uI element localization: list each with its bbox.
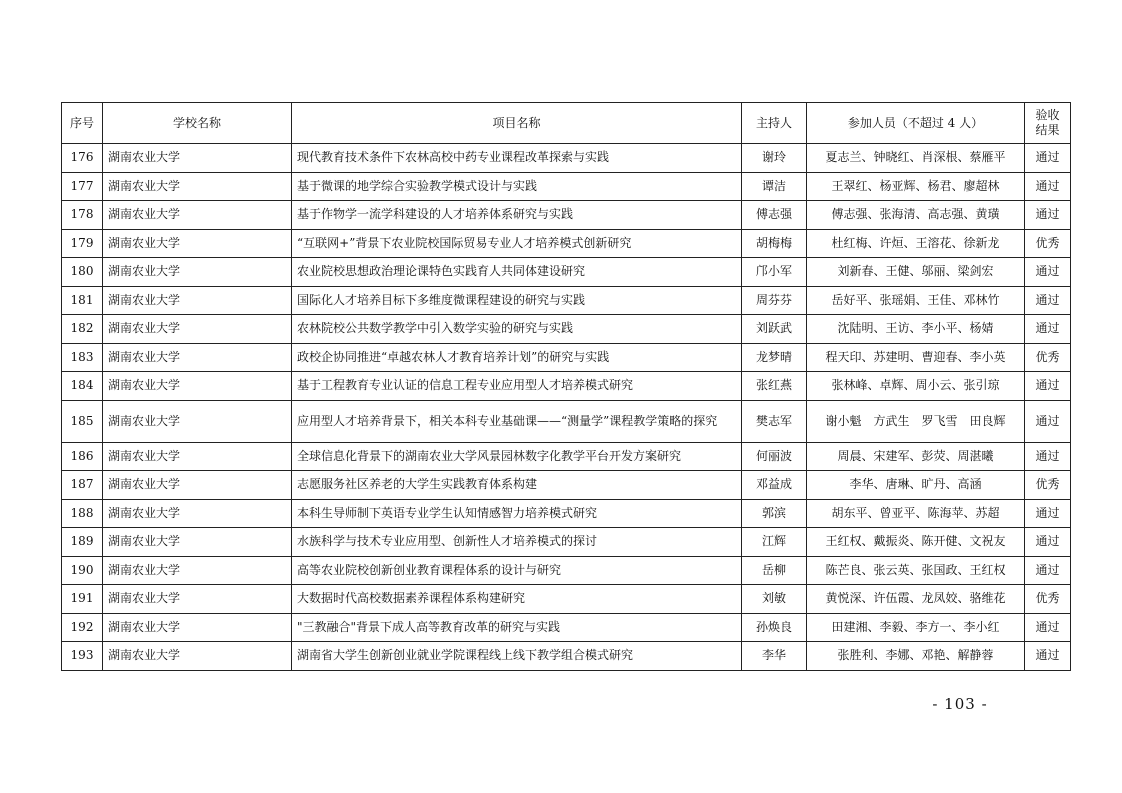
cell-leader: 胡梅梅 — [742, 229, 807, 258]
cell-members: 王红权、戴振炎、陈开健、文祝友 — [807, 528, 1025, 557]
cell-school: 湖南农业大学 — [103, 442, 292, 471]
header-result: 验收结果 — [1025, 103, 1071, 144]
cell-members: 黄悦深、许伍霞、龙凤姣、骆维花 — [807, 585, 1025, 614]
cell-project: 基于作物学一流学科建设的人才培养体系研究与实践 — [292, 201, 742, 230]
cell-members: 张林峰、卓辉、周小云、张引琼 — [807, 372, 1025, 401]
header-members: 参加人员（不超过 4 人） — [807, 103, 1025, 144]
table-row — [62, 442, 1071, 471]
cell-no: 184 — [62, 372, 103, 401]
cell-no: 189 — [62, 528, 103, 557]
cell-project: 现代教育技术条件下农林高校中药专业课程改革探索与实践 — [292, 144, 742, 173]
cell-members: 周晨、宋建军、彭荧、周湛曦 — [807, 442, 1025, 471]
cell-members: 张胜利、李娜、邓艳、解静蓉 — [807, 642, 1025, 671]
cell-members: 胡东平、曾亚平、陈海苹、苏超 — [807, 499, 1025, 528]
cell-leader: 邝小军 — [742, 258, 807, 287]
cell-project: 国际化人才培养目标下多维度微课程建设的研究与实践 — [292, 286, 742, 315]
cell-result: 通过 — [1025, 172, 1071, 201]
cell-project: 农林院校公共数学教学中引入数学实验的研究与实践 — [292, 315, 742, 344]
header-project: 项目名称 — [292, 103, 742, 144]
cell-leader: 江辉 — [742, 528, 807, 557]
table-row — [62, 229, 1071, 258]
cell-school: 湖南农业大学 — [103, 172, 292, 201]
cell-result: 通过 — [1025, 144, 1071, 173]
cell-leader: 孙焕良 — [742, 613, 807, 642]
cell-result: 通过 — [1025, 642, 1071, 671]
cell-members: 沈陆明、王访、李小平、杨婧 — [807, 315, 1025, 344]
cell-project: “互联网+”背景下农业院校国际贸易专业人才培养模式创新研究 — [292, 229, 742, 258]
cell-leader: 何丽波 — [742, 442, 807, 471]
cell-project: 全球信息化背景下的湖南农业大学风景园林数字化教学平台开发方案研究 — [292, 442, 742, 471]
cell-no: 179 — [62, 229, 103, 258]
cell-result: 通过 — [1025, 258, 1071, 287]
cell-no: 180 — [62, 258, 103, 287]
header-school: 学校名称 — [103, 103, 292, 144]
cell-school: 湖南农业大学 — [103, 315, 292, 344]
table-row — [62, 201, 1071, 230]
table-row — [62, 556, 1071, 585]
cell-project: "三教融合"背景下成人高等教育改革的研究与实践 — [292, 613, 742, 642]
cell-project: 应用型人才培养背景下，相关本科专业基础课——“测量学”课程教学策略的探究 — [292, 400, 742, 442]
cell-members: 傅志强、张海清、高志强、黄璜 — [807, 201, 1025, 230]
table-row — [62, 613, 1071, 642]
cell-members: 王翠红、杨亚辉、杨君、廖超林 — [807, 172, 1025, 201]
cell-leader: 周芬芬 — [742, 286, 807, 315]
cell-no: 181 — [62, 286, 103, 315]
header-no: 序号 — [62, 103, 103, 144]
cell-school: 湖南农业大学 — [103, 201, 292, 230]
table-header-row — [62, 103, 1071, 144]
table-row — [62, 144, 1071, 173]
cell-result: 通过 — [1025, 528, 1071, 557]
table-row — [62, 372, 1071, 401]
table-row — [62, 471, 1071, 500]
cell-leader: 李华 — [742, 642, 807, 671]
cell-result: 通过 — [1025, 400, 1071, 442]
cell-school: 湖南农业大学 — [103, 372, 292, 401]
cell-no: 176 — [62, 144, 103, 173]
cell-no: 186 — [62, 442, 103, 471]
cell-school: 湖南农业大学 — [103, 229, 292, 258]
cell-result: 通过 — [1025, 442, 1071, 471]
page-number: - 103 - — [932, 695, 988, 713]
header-leader: 主持人 — [742, 103, 807, 144]
cell-members: 陈芒良、张云英、张国政、王红权 — [807, 556, 1025, 585]
cell-members: 李华、唐琳、旷丹、高涵 — [807, 471, 1025, 500]
cell-result: 通过 — [1025, 556, 1071, 585]
cell-school: 湖南农业大学 — [103, 144, 292, 173]
cell-project: 基于工程教育专业认证的信息工程专业应用型人才培养模式研究 — [292, 372, 742, 401]
cell-leader: 傅志强 — [742, 201, 807, 230]
cell-school: 湖南农业大学 — [103, 642, 292, 671]
table-row — [62, 499, 1071, 528]
cell-members: 岳好平、张瑶娟、王佳、邓林竹 — [807, 286, 1025, 315]
cell-members: 夏志兰、钟晓红、肖深根、蔡雁平 — [807, 144, 1025, 173]
cell-school: 湖南农业大学 — [103, 471, 292, 500]
cell-school: 湖南农业大学 — [103, 613, 292, 642]
cell-project: 高等农业院校创新创业教育课程体系的设计与研究 — [292, 556, 742, 585]
cell-leader: 谢玲 — [742, 144, 807, 173]
cell-no: 193 — [62, 642, 103, 671]
cell-leader: 郭滨 — [742, 499, 807, 528]
cell-members: 程天印、苏建明、曹迎春、李小英 — [807, 343, 1025, 372]
table-row — [62, 400, 1071, 442]
cell-school: 湖南农业大学 — [103, 528, 292, 557]
table-row — [62, 585, 1071, 614]
table-row — [62, 172, 1071, 201]
cell-no: 185 — [62, 400, 103, 442]
cell-school: 湖南农业大学 — [103, 400, 292, 442]
cell-project: 政校企协同推进“卓越农林人才教育培养计划”的研究与实践 — [292, 343, 742, 372]
cell-project: 志愿服务社区养老的大学生实践教育体系构建 — [292, 471, 742, 500]
table-row — [62, 258, 1071, 287]
table-row — [62, 528, 1071, 557]
cell-no: 183 — [62, 343, 103, 372]
table-row — [62, 642, 1071, 671]
cell-leader: 张红燕 — [742, 372, 807, 401]
cell-school: 湖南农业大学 — [103, 585, 292, 614]
cell-project: 水族科学与技术专业应用型、创新性人才培养模式的探讨 — [292, 528, 742, 557]
cell-leader: 刘跃武 — [742, 315, 807, 344]
cell-school: 湖南农业大学 — [103, 499, 292, 528]
cell-no: 191 — [62, 585, 103, 614]
cell-members: 谢小魁 方武生 罗飞雪 田良辉 — [807, 400, 1025, 442]
cell-project: 农业院校思想政治理论课特色实践育人共同体建设研究 — [292, 258, 742, 287]
table-row — [62, 315, 1071, 344]
cell-leader: 龙梦晴 — [742, 343, 807, 372]
cell-members: 杜红梅、许烜、王溶花、徐新龙 — [807, 229, 1025, 258]
cell-project: 基于微课的地学综合实验教学模式设计与实践 — [292, 172, 742, 201]
cell-result: 优秀 — [1025, 585, 1071, 614]
cell-school: 湖南农业大学 — [103, 556, 292, 585]
cell-leader: 邓益成 — [742, 471, 807, 500]
table-body — [62, 144, 1071, 671]
cell-result: 通过 — [1025, 372, 1071, 401]
cell-no: 188 — [62, 499, 103, 528]
table-row — [62, 343, 1071, 372]
cell-leader: 刘敏 — [742, 585, 807, 614]
cell-school: 湖南农业大学 — [103, 286, 292, 315]
cell-leader: 谭洁 — [742, 172, 807, 201]
cell-members: 田建湘、李毅、李方一、李小红 — [807, 613, 1025, 642]
cell-no: 187 — [62, 471, 103, 500]
cell-members: 刘新春、王健、邬丽、梁剑宏 — [807, 258, 1025, 287]
cell-no: 182 — [62, 315, 103, 344]
cell-project: 湖南省大学生创新创业就业学院课程线上线下教学组合模式研究 — [292, 642, 742, 671]
cell-result: 优秀 — [1025, 343, 1071, 372]
cell-school: 湖南农业大学 — [103, 258, 292, 287]
project-results-table — [61, 102, 1071, 671]
cell-no: 192 — [62, 613, 103, 642]
cell-result: 通过 — [1025, 286, 1071, 315]
cell-result: 通过 — [1025, 613, 1071, 642]
cell-leader: 樊志军 — [742, 400, 807, 442]
cell-result: 通过 — [1025, 315, 1071, 344]
cell-no: 178 — [62, 201, 103, 230]
table-row — [62, 286, 1071, 315]
cell-project: 本科生导师制下英语专业学生认知情感智力培养模式研究 — [292, 499, 742, 528]
cell-project: 大数据时代高校数据素养课程体系构建研究 — [292, 585, 742, 614]
cell-result: 优秀 — [1025, 471, 1071, 500]
cell-leader: 岳柳 — [742, 556, 807, 585]
cell-result: 优秀 — [1025, 229, 1071, 258]
cell-no: 177 — [62, 172, 103, 201]
cell-result: 通过 — [1025, 499, 1071, 528]
cell-result: 通过 — [1025, 201, 1071, 230]
cell-no: 190 — [62, 556, 103, 585]
cell-school: 湖南农业大学 — [103, 343, 292, 372]
